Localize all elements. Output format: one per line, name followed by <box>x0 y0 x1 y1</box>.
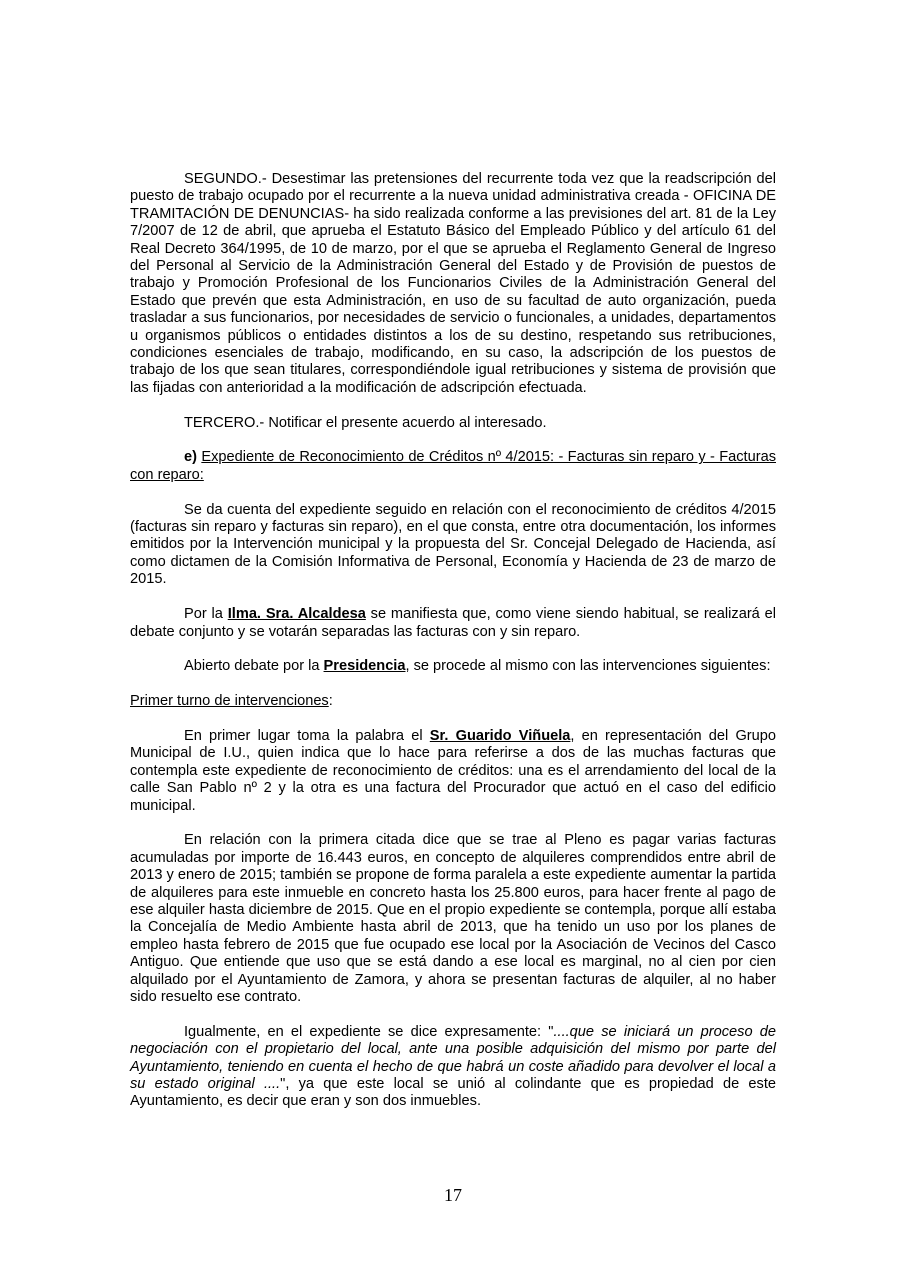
document-body <box>130 171 776 1128</box>
text-run: Por la <box>184 606 228 623</box>
speaker-name: Presidencia <box>323 658 406 675</box>
paragraph-alcaldesa <box>130 606 776 641</box>
text-run: ", ya que este local se unió al colindante que es propiedad de este Ayuntamiento, es decir que eran y son dos inmuebles. <box>130 1075 777 1110</box>
subheading-text: Primer turno de intervenciones <box>130 693 329 710</box>
text-run: En primer lugar toma la palabra el <box>184 727 430 744</box>
text-run: , se procede al mismo con las intervenciones siguientes: <box>405 658 771 675</box>
paragraph-debate <box>130 658 776 675</box>
paragraph-tercero: TERCERO.- Notificar el presente acuerdo al interesado. <box>184 414 547 431</box>
text-run: : <box>328 693 333 710</box>
paragraph-primera-citada: En relación con la primera citada dice que se trae al Pleno es pagar varias facturas acumuladas por importe de 16.443 euros, en concepto de alquileres comprendidos entre abril de 2013 y enero de 2015; también se propone de forma paralela a este expediente aumentar la partida de alquileres para este inmueble en concreto hasta los 25.800 euros, para hacer frente al pago de ese alquiler hasta diciembre de 2015. Que en el propio expediente se contempla, porque allí estaba la Concejalía de Medio Ambiente hasta abril de 2013, que ha tenido un uso por los planes de empleo hasta febrero de 2015 que fue ocupado ese local por la Asociación de Vecinos del Casco Antiguo. Que entiende que uso que se está dando a ese local es marginal, no al cien por cien alquilado por el Ayuntamiento de Zamora, y ahora se presentan facturas de alquiler, al no haber sido resuelto ese contrato. <box>130 832 776 1005</box>
paragraph-igualmente <box>130 1024 776 1111</box>
speaker-name: Sr. Guarido Viñuela <box>429 727 571 744</box>
paragraph-expediente: Se da cuenta del expediente seguido en relación con el reconocimiento de créditos 4/2015 (facturas sin reparo y facturas sin reparo), en el que consta, entre otra documentación, los informes emitidos por la Intervención municipal y la propuesta del Sr. Concejal Delegado de Hacienda, así como dictamen de la Comisión Informativa de Personal, Economía y Hacienda de 23 de marzo de 2015. <box>130 501 776 588</box>
text-run: se manifiesta que, como viene siendo habitual, se realizará el debate conjunto y se votarán separadas las facturas con y sin reparo. <box>130 606 776 640</box>
quoted-text: ....que se iniciará un proceso de negociación con el propietario del local, ante una posible adquisición del mismo por parte del Ayuntamiento, teniendo en cuenta el hecho de que habrá un coste añadido para devolver el local a su estado original .... <box>130 1023 776 1092</box>
page-number: 17 <box>444 1185 462 1205</box>
text-run: Igualmente, en el expediente se dice expresamente: " <box>184 1023 554 1040</box>
section-title: Expediente de Reconocimiento de Créditos nº 4/2015: - Facturas sin reparo y - Facturas con reparo: <box>130 449 776 483</box>
text-run: , en representación del Grupo Municipal de I.U., quien indica que lo hace para referirse a dos de las muchas facturas que contempla este expediente de reconocimiento de créditos: una es el arrendamiento del local de la calle San Pablo nº 2 y la otra es una factura del Procurador que actuó en el caso del edificio municipal. <box>130 727 776 814</box>
subheading-primer-turno <box>130 693 776 710</box>
paragraph-guarido <box>130 728 776 815</box>
paragraph-segundo: SEGUNDO.- Desestimar las pretensiones del recurrente toda vez que la readscripción del puesto de trabajo ocupado por el recurrente a la nueva unidad administrativa creada - OFICINA DE TRAMITACIÓN DE DENUNCIAS- ha sido realizada conforme a las previsiones del art. 81 de la Ley 7/2007 de 12 de abril, que aprueba el Estatuto Básico del Empleado Público y del artículo 61 del Real Decreto 364/1995, de 10 de marzo, por el que se aprueba el Reglamento General de Ingreso del Personal al Servicio de la Administración General del Estado y de Provisión de puestos de trabajo y Promoción Profesional de los Funcionarios Civiles de la Administración General del Estado que prevén que esta Administración, en uso de su facultad de auto organización, pueda trasladar a sus funcionarios, por necesidades de servicio o funcionales, a unidades, departamentos u organismos públicos o entidades distintos a los de su destino, respetando sus retribuciones, condiciones esenciales de trabajo, modificando, en su caso, la adscripción de los puestos de trabajo de los que sean titulares, correspondiéndole igual retribuciones y sistema de provisión que las fijadas con anterioridad a la modificación de adscripción efectuada. <box>130 171 776 396</box>
section-letter: e) <box>184 449 197 466</box>
section-heading-e <box>130 449 776 484</box>
text-run: Abierto debate por la <box>184 658 324 675</box>
speaker-name: Ilma. Sra. Alcaldesa <box>227 606 366 623</box>
